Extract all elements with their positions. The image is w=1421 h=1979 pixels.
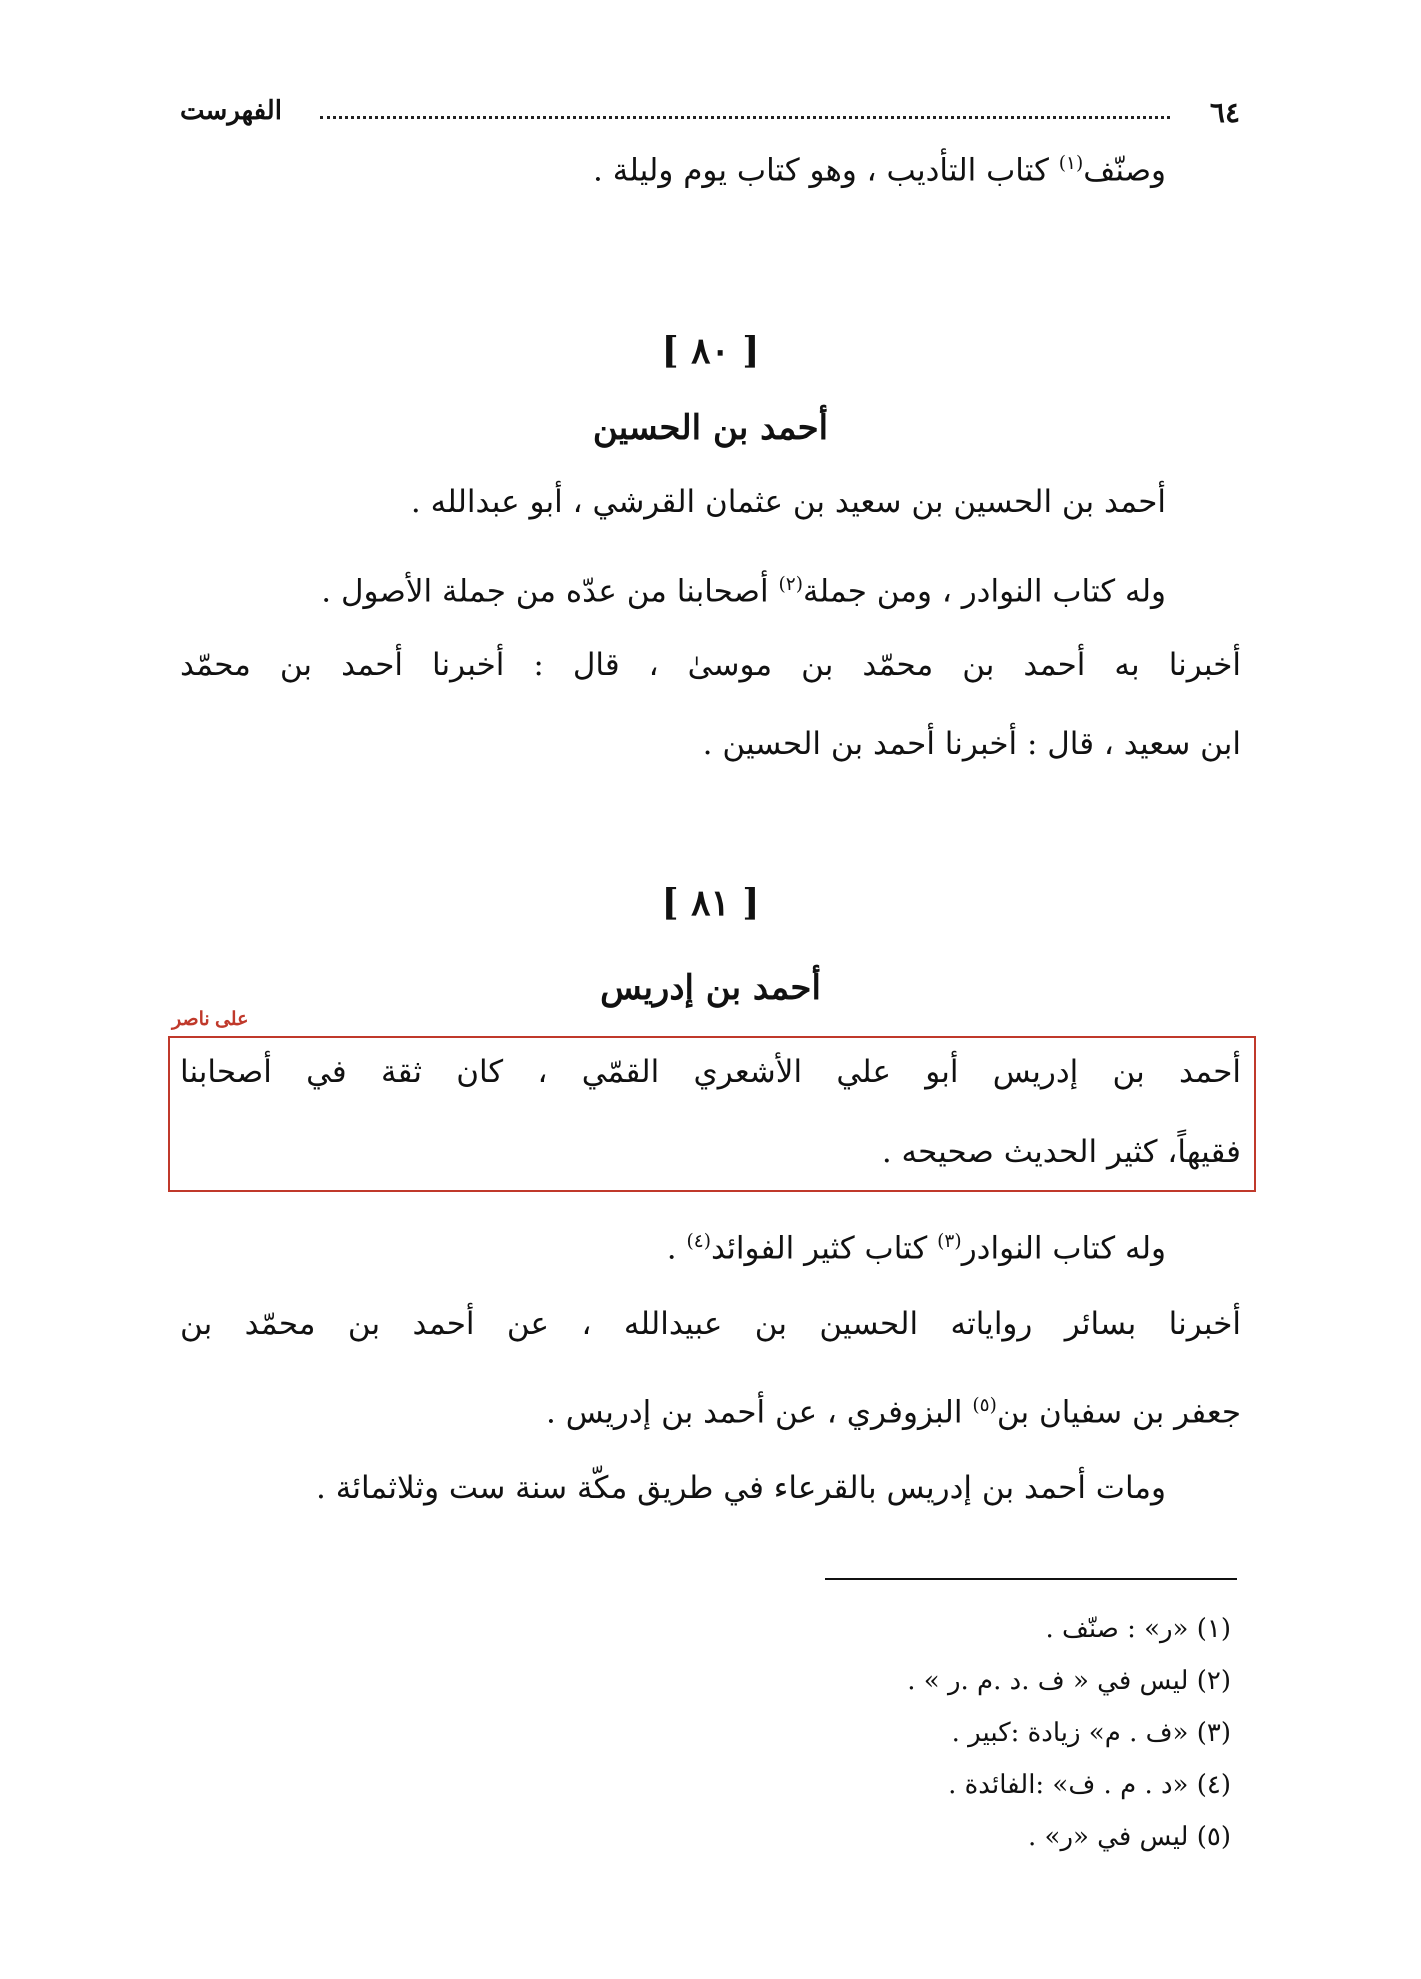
entry-title: أحمد بن الحسين (592, 408, 829, 448)
entry-number: [ ٨١ ] (661, 882, 760, 924)
footnote-ref[interactable]: (٢) (778, 574, 803, 595)
footnote: (١) «ر» : صنّف . (1045, 1614, 1231, 1644)
entry-line: أحمد بن إدريس أبو علي الأشعري القمّي ، كان ثقة في أصحابنا (180, 1054, 1241, 1090)
footnote-ref[interactable]: (٥) (972, 1395, 997, 1416)
page-header (180, 96, 1240, 136)
footnote: (٤) «د . م . ف» :الفائدة . (948, 1770, 1231, 1800)
entry-line: ومات أحمد بن إدريس بالقرعاء في طريق مكّة سنة ست وثلاثمائة . (316, 1470, 1166, 1506)
footnote-ref[interactable]: (٣) (937, 1231, 962, 1252)
annotation-label: على ناصر (172, 1009, 249, 1030)
running-title: الفهرست (180, 96, 282, 126)
entry-number: [ ٨٠ ] (661, 330, 760, 372)
entry-line: أخبرنا به أحمد بن محمّد بن موسىٰ ، قال : أخبرنا أحمد بن محمّد (180, 647, 1241, 683)
header-dotted-leader (320, 116, 1170, 119)
page-number: ٦٤ (1209, 96, 1240, 129)
entry-line: أخبرنا بسائر رواياته الحسين بن عبيدالله ، عن أحمد بن محمّد بن (180, 1306, 1241, 1342)
entry-line: جعفر بن سفيان بن$^{(٥)}$ البزوفري ، عن أحمد بن إدريس . (545, 1394, 1241, 1431)
footnote-ref[interactable]: (٤) (686, 1231, 711, 1252)
entry-line: وله كتاب النوادر ، ومن جملة$^{(٢)}$ أصحابنا من عدّه من جملة الأصول . (321, 573, 1166, 610)
footnote: (٢) ليس في « ف .د .م .ر » . (907, 1666, 1231, 1696)
footnote-ref[interactable]: (١) (1058, 153, 1084, 174)
entry-line: فقيهاً، كثير الحديث صحيحه . (881, 1134, 1241, 1170)
footnote: (٥) ليس في «ر» . (1028, 1822, 1231, 1852)
footnote: (٣) «ف . م» زيادة :كبير . (951, 1718, 1231, 1748)
footnote-separator (825, 1578, 1237, 1580)
entry-title: أحمد بن إدريس (600, 968, 821, 1008)
entry-line: أحمد بن الحسين بن سعيد بن عثمان القرشي ، أبو عبدالله . (410, 484, 1166, 520)
entry-line: وله كتاب النوادر$^{(٣)}$ كتاب كثير الفوائد$^{(٤)}$ . (666, 1230, 1166, 1267)
entry-line: ابن سعيد ، قال : أخبرنا أحمد بن الحسين . (702, 726, 1241, 762)
top-line: وصنّف$^{(١)}$ كتاب التأديب ، وهو كتاب يوم وليلة . (592, 152, 1166, 189)
